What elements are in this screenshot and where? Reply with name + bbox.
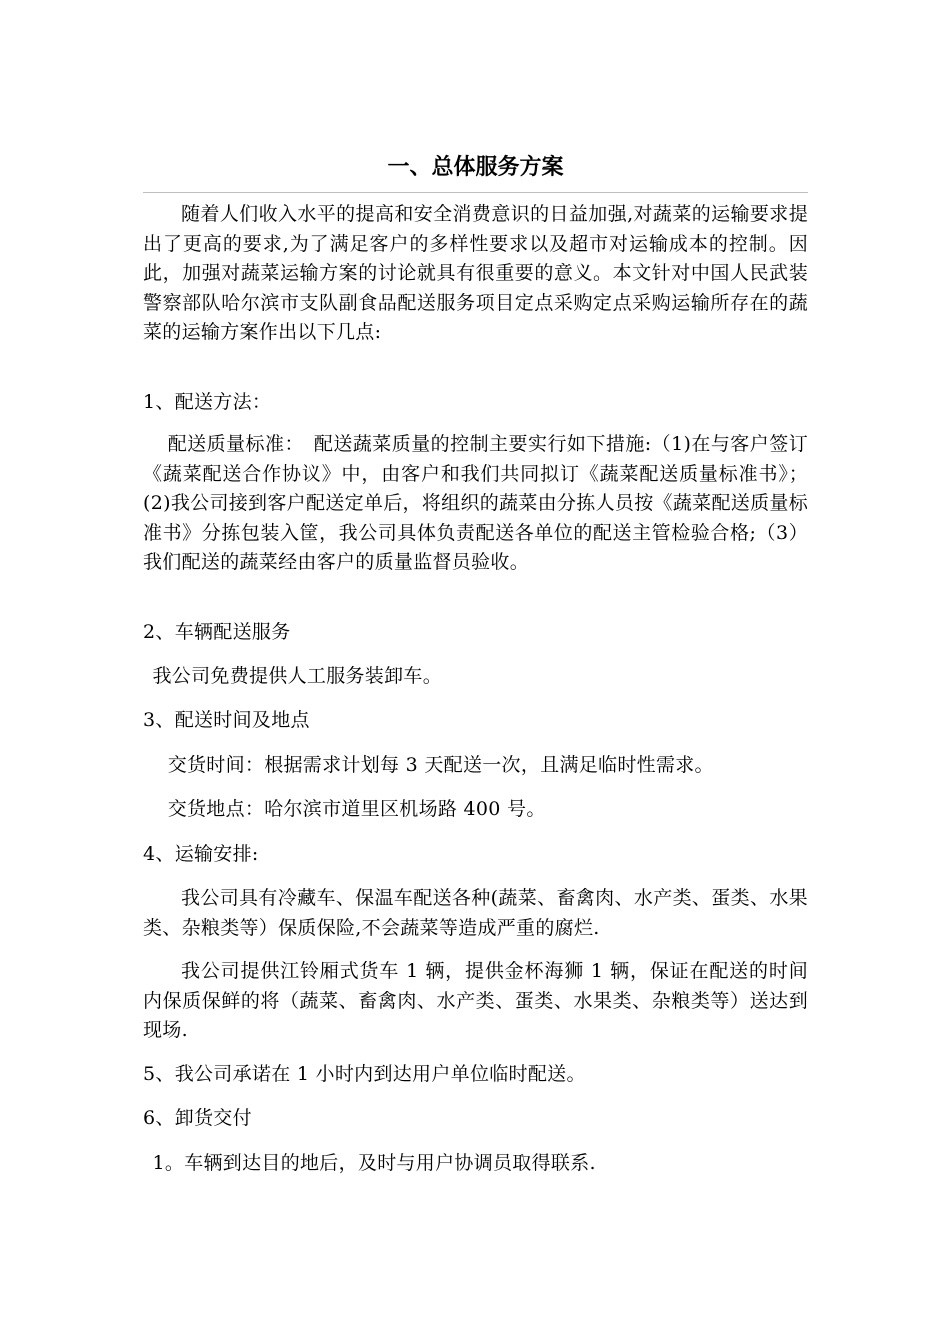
section-1-body: 配送质量标准： 配送蔬菜质量的控制主要实行如下措施:（1)在与客户签订《蔬菜配送合作协议》中，由客户和我们共同拟订《蔬菜配送质量标准书》；(2)我公司接到客户配送定单后，将组织的蔬菜由分拣人员按《蔬菜配送质量标准书》分拣包装入筐，我公司具体负责配送各单位的配送主管检验合格;（3）我们配送的蔬菜经由客户的质量监督员验收。	[143, 433, 808, 573]
section-4-body-2: 我公司提供江铃厢式货车 1 辆，提供金杯海狮 1 辆，保证在配送的时间内保质保鲜的将（蔬菜、畜禽肉、水产类、蛋类、水果类、杂粮类等）送达到现场.	[143, 960, 808, 1041]
title-divider	[143, 192, 808, 193]
document-title: 一、总体服务方案	[387, 155, 564, 180]
section-3-place: 交货地点：哈尔滨市道里区机场路 400 号。	[167, 798, 546, 820]
section-4-body-1: 我公司具有冷藏车、保温车配送各种(蔬菜、畜禽肉、水产类、蛋类、水果类、杂粮类等）保质保险,不会蔬菜等造成严重的腐烂.	[143, 887, 808, 939]
section-3-time: 交货时间：根据需求计划每 3 天配送一次，且满足临时性需求。	[167, 754, 714, 776]
section-6-item-1: 1。车辆到达目的地后，及时与用户协调员取得联系.	[152, 1152, 596, 1174]
section-4-heading: 4、运输安排:	[143, 843, 259, 865]
section-6-heading: 6、卸货交付	[143, 1107, 252, 1129]
section-3-heading: 3、配送时间及地点	[143, 709, 310, 731]
section-1-heading: 1、配送方法：	[143, 391, 272, 413]
section-2-heading: 2、车辆配送服务	[143, 621, 291, 643]
section-5-heading: 5、我公司承诺在 1 小时内到达用户单位临时配送。	[143, 1063, 586, 1085]
intro-paragraph: 随着人们收入水平的提高和安全消费意识的日益加强,对蔬菜的运输要求提出了更高的要求,为了满足客户的多样性要求以及超市对运输成本的控制。因此，加强对蔬菜运输方案的讨论就具有很重要的意义。本文针对中国人民武装警察部队哈尔滨市支队副食品配送服务项目定点采购定点采购运输所存在的蔬菜的运输方案作出以下几点:	[143, 203, 808, 343]
section-2-body: 我公司免费提供人工服务装卸车。	[152, 665, 443, 687]
